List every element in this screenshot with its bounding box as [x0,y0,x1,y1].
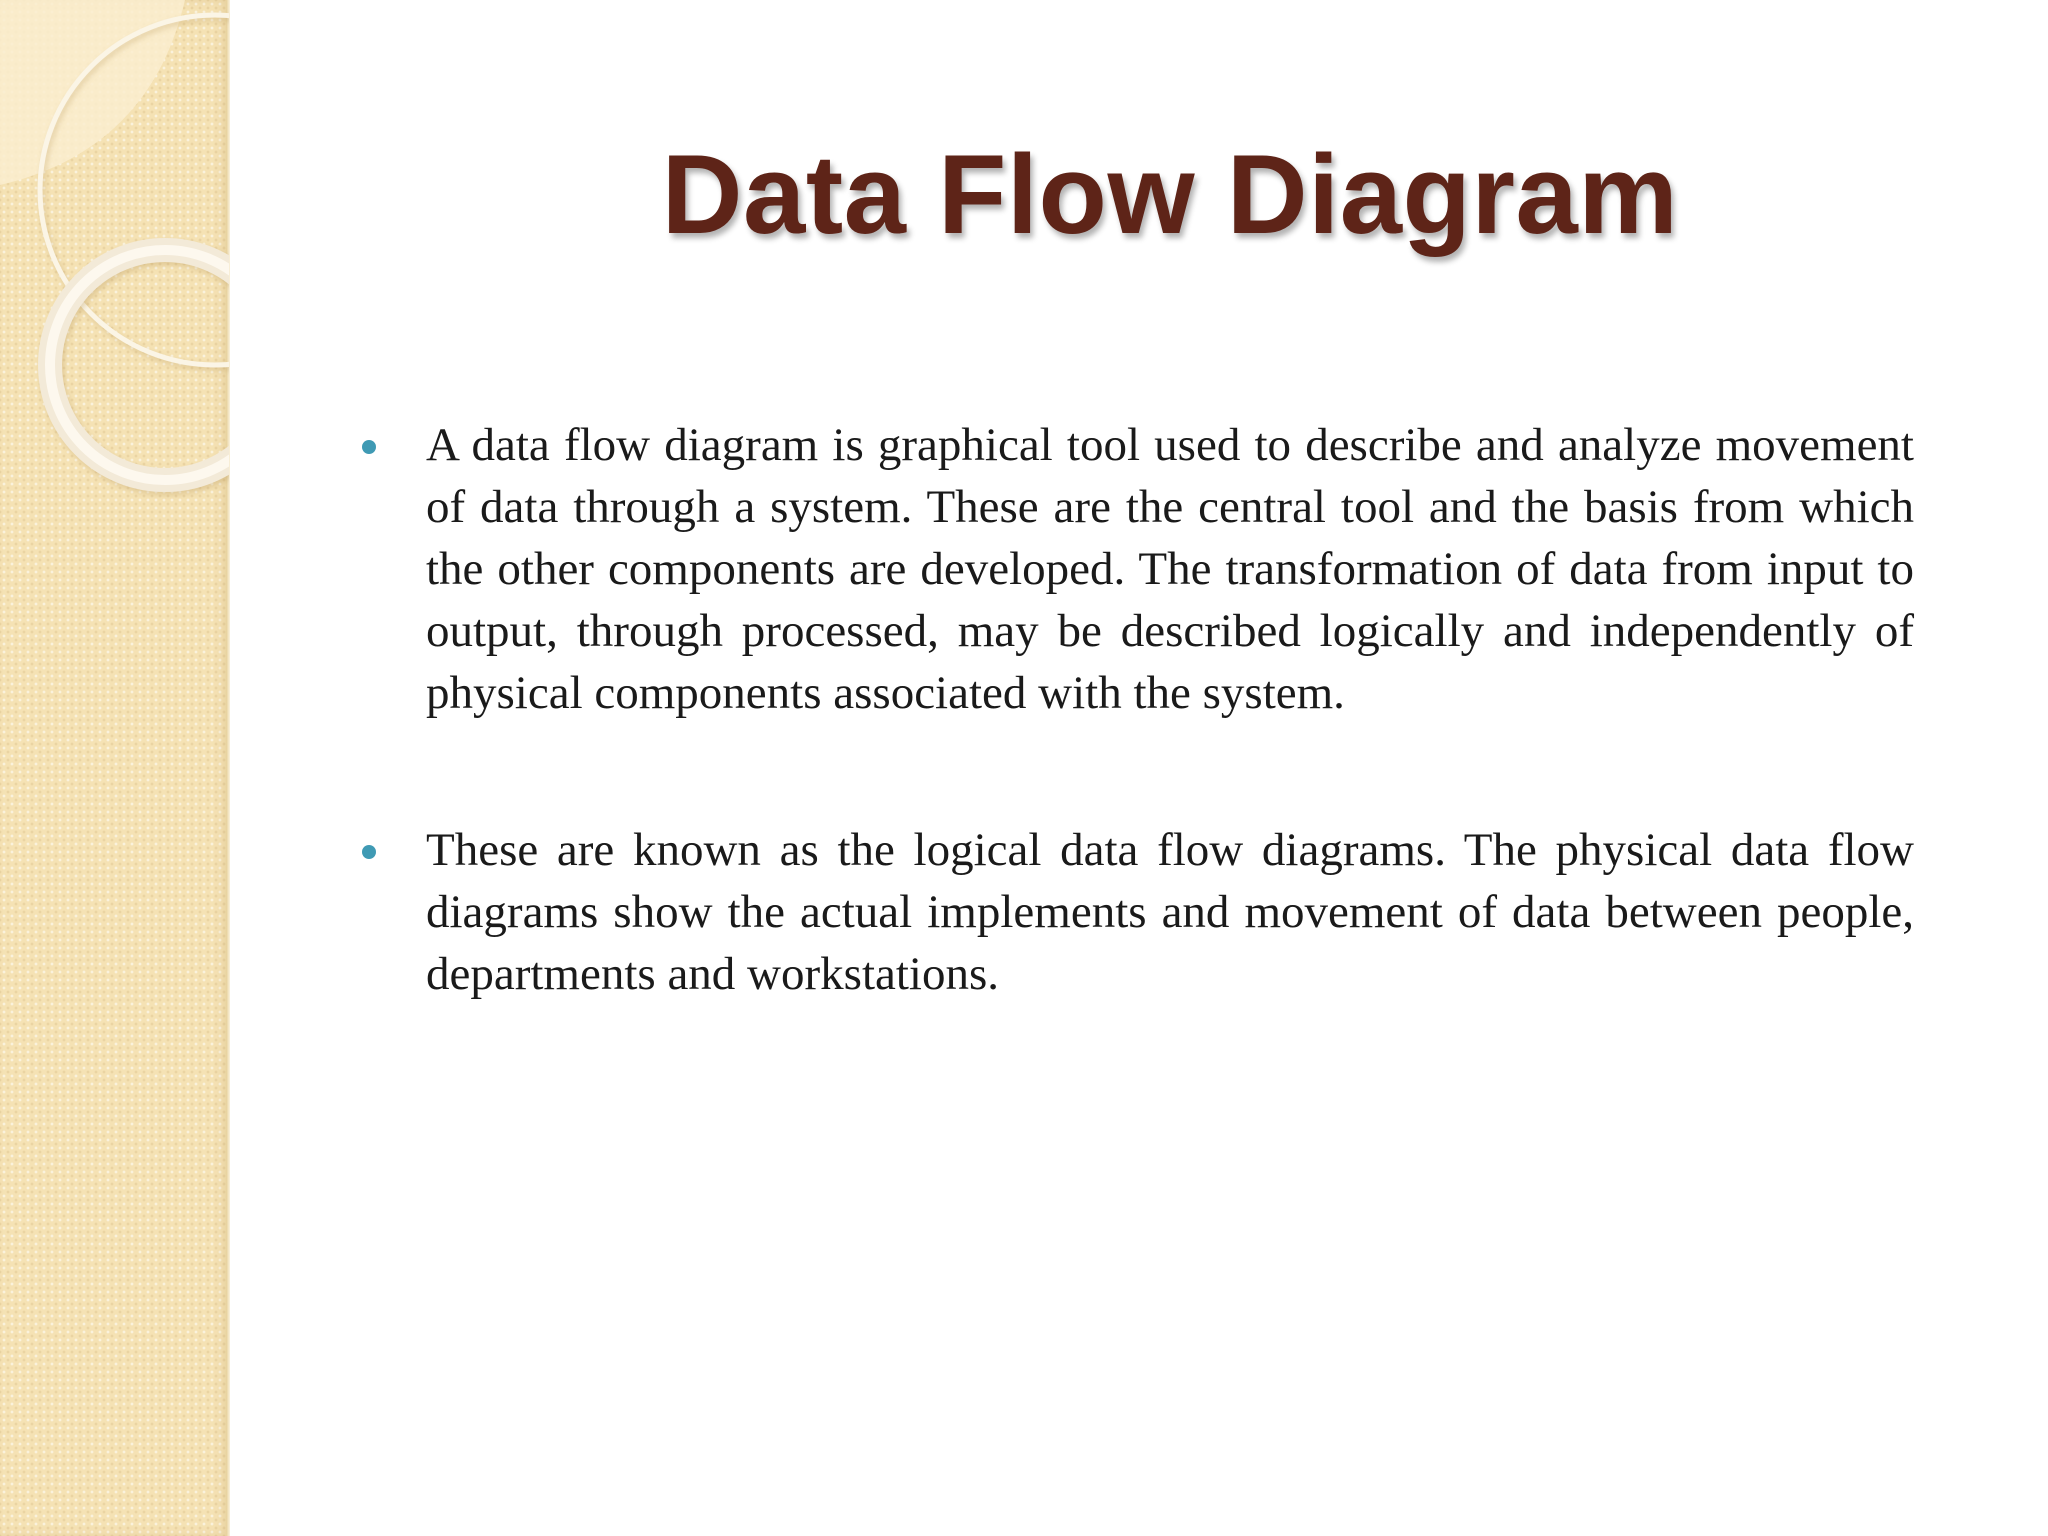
bullet-text: These are known as the logical data flow diagrams. The physical data flow diagrams show the actual implements and movement of data between people, departments and workstations. [426,824,1914,1000]
circle-ornament-icon [0,0,229,520]
bullet-dot-icon [362,440,376,454]
bullet-item [362,414,1914,724]
bullet-item [362,819,1914,1005]
bullet-list [362,414,1914,1005]
bullet-text: A data flow diagram is graphical tool used to describe and analyze movement of data through a system. These are the central tool and the basis from which the other components are developed. The transformation of data from input to output, through processed, may be described logically and independently of physical components associated with the system. [426,419,1914,719]
bullet-dot-icon [362,845,376,859]
slide-title: Data Flow Diagram [661,132,1679,257]
